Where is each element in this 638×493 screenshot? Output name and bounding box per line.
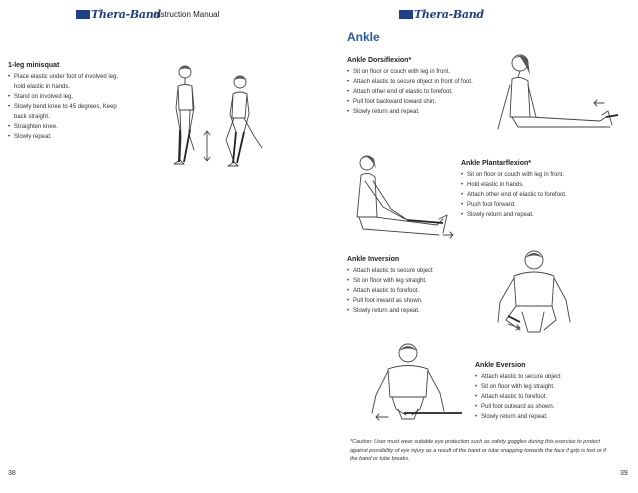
plantarflexion-steps (461, 170, 611, 220)
list-item: • Straighten knee. (8, 122, 128, 132)
list-item: • Sit on floor with leg straight. (347, 276, 467, 286)
list-item: • Slowly return and repeat. (347, 107, 475, 117)
list-item: • Sit on floor with leg straight. (475, 382, 615, 392)
plantarflexion-title: Ankle Plantarflexion* (461, 160, 532, 167)
list-item: • Sit on floor or couch with leg in front. (461, 170, 611, 180)
list-item: • Slowly bend knee to 45 degrees, Keep back straight. (8, 102, 128, 122)
caution-note: *Caution: User must wear suitable eye protection such as safety goggles during this exercise to protect against possibility of eye injury as a result of the band or tube snapping towards the face if grip is lost or if the band or tube breaks. (350, 439, 606, 462)
plantarflexion-illustration (343, 145, 461, 240)
list-item: • Sit on floor or couch with leg in front. (347, 67, 475, 77)
list-item: • Place elastic under foot of involved leg, hold elastic in hands. (8, 72, 128, 92)
dorsiflexion-title: Ankle Dorsiflexion* (347, 57, 412, 64)
list-item: • Slowly repeat. (8, 132, 128, 142)
minisquat-title: 1-leg minisquat (8, 62, 60, 69)
list-item: • Attach elastic to forefoot. (347, 286, 467, 296)
inversion-title: Ankle Inversion (347, 256, 400, 263)
list-item: • Attach other end of elastic to forefoot. (461, 190, 611, 200)
list-item: • Slowly return and repeat. (347, 306, 467, 316)
dorsiflexion-illustration (490, 45, 620, 140)
dorsiflexion-steps (347, 67, 475, 117)
minisquat-illustration (150, 62, 275, 187)
thera-band-logo-right (399, 7, 484, 21)
list-item: • Attach elastic to forefoot. (475, 392, 615, 402)
list-item: • Slowly return and repeat. (461, 210, 611, 220)
logo-text: Thera-Band (91, 7, 161, 21)
eversion-steps (475, 372, 615, 422)
list-item: • Stand on involved leg. (8, 92, 128, 102)
minisquat-steps (8, 72, 128, 142)
section-title: Ankle (347, 30, 380, 44)
logo-mark-icon (76, 10, 90, 19)
logo-text: Thera-Band (414, 7, 484, 21)
list-item: • Attach elastic to secure object (347, 266, 467, 276)
list-item: • Hold elastic in hands. (461, 180, 611, 190)
eversion-illustration (358, 335, 466, 425)
list-item: • Pull foot inward as shown. (347, 296, 467, 306)
list-item: • Push foot forward. (461, 200, 611, 210)
page-number-left: 38 (8, 470, 16, 477)
list-item: • Slowly return and repeat. (475, 412, 615, 422)
list-item: • Attach other end of elastic to forefoot. (347, 87, 475, 97)
list-item: • Attach elastic to secure object in front of foot. (347, 77, 475, 87)
list-item: • Pull foot outward as shown. (475, 402, 615, 412)
list-item: • Pull foot backward toward shin. (347, 97, 475, 107)
eversion-title: Ankle Eversion (475, 362, 526, 369)
manual-label: Instruction Manual (154, 10, 220, 19)
inversion-steps (347, 266, 467, 316)
page-number-right: 39 (620, 470, 628, 477)
list-item: • Attach elastic to secure object (475, 372, 615, 382)
logo-mark-icon (399, 10, 413, 19)
inversion-illustration (486, 240, 606, 340)
thera-band-logo (76, 7, 161, 21)
